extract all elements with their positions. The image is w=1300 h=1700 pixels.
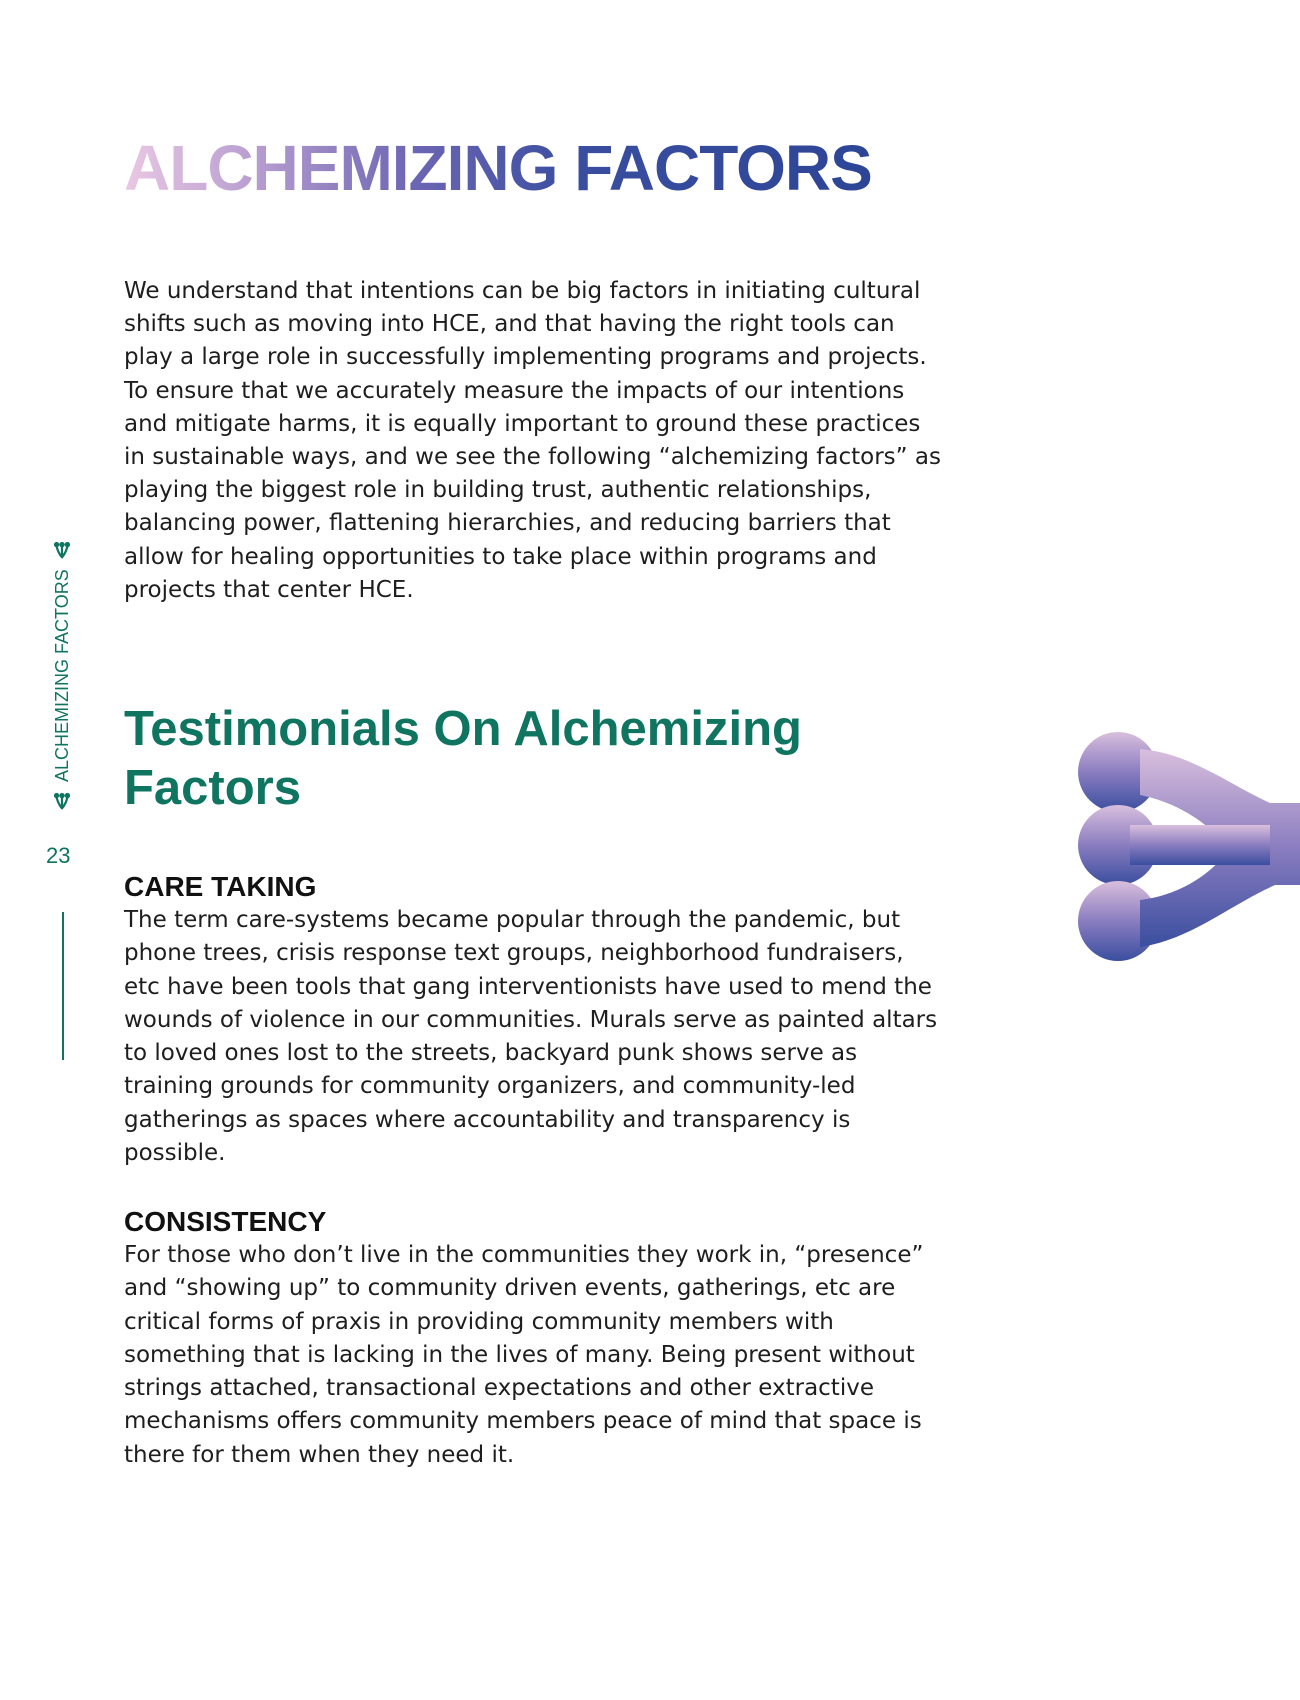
three-branch-emblem-icon xyxy=(1070,725,1300,975)
factor-body: The term care-systems became popular through the pandemic, but phone trees, crisis response text groups, neighborhood fundraisers, etc have been tools that gang interventionists have used to mend the wounds of violence in our communities. Murals serve as painted altars to loved ones lost to the streets, backyard punk shows serve as training grounds for community organizers, and community-led gatherings as spaces where accountability and transparency is possible. xyxy=(124,907,938,1167)
running-head-text: ALCHEMIZING FACTORS xyxy=(51,569,72,782)
factor-heading: CARE TAKING xyxy=(124,871,317,902)
running-head xyxy=(46,510,78,810)
page-title: ALCHEMIZING FACTORS xyxy=(124,128,872,208)
side-divider xyxy=(62,912,64,1060)
branch-emblem-icon xyxy=(53,541,71,559)
page-number: 23 xyxy=(46,843,71,868)
intro-paragraph: We understand that intentions can be big factors in initiating cultural shifts such as moving into HCE, and that having the right tools can play a large role in successfully implementing programs and projects. To ensure that we accurately measure the impacts of our intentions and mitigate harms, it is equally important to ground these practices in sustainable ways, and we see the following “alchemizing factors” as playing the biggest role in building trust, authentic relationships, balancing power, flattening hierarchies, and reducing barriers that allow for healing opportunities to take place within programs and projects that center HCE. xyxy=(124,278,941,603)
factor-heading: CONSISTENCY xyxy=(124,1206,327,1237)
factor-care-taking xyxy=(124,870,944,1170)
factor-consistency xyxy=(124,1205,944,1472)
section-heading: Testimonials On Alchemizing Factors xyxy=(124,702,802,815)
branch-emblem-icon xyxy=(53,792,71,810)
factor-body: For those who don’t live in the communities they work in, “presence” and “showing up” to community driven events, gatherings, etc are critical forms of praxis in providing community members with something that is lacking in the lives of many. Being present without strings attached, transactional expectations and other extractive mechanisms offers community members peace of mind that space is there for them when they need it. xyxy=(124,1242,924,1468)
